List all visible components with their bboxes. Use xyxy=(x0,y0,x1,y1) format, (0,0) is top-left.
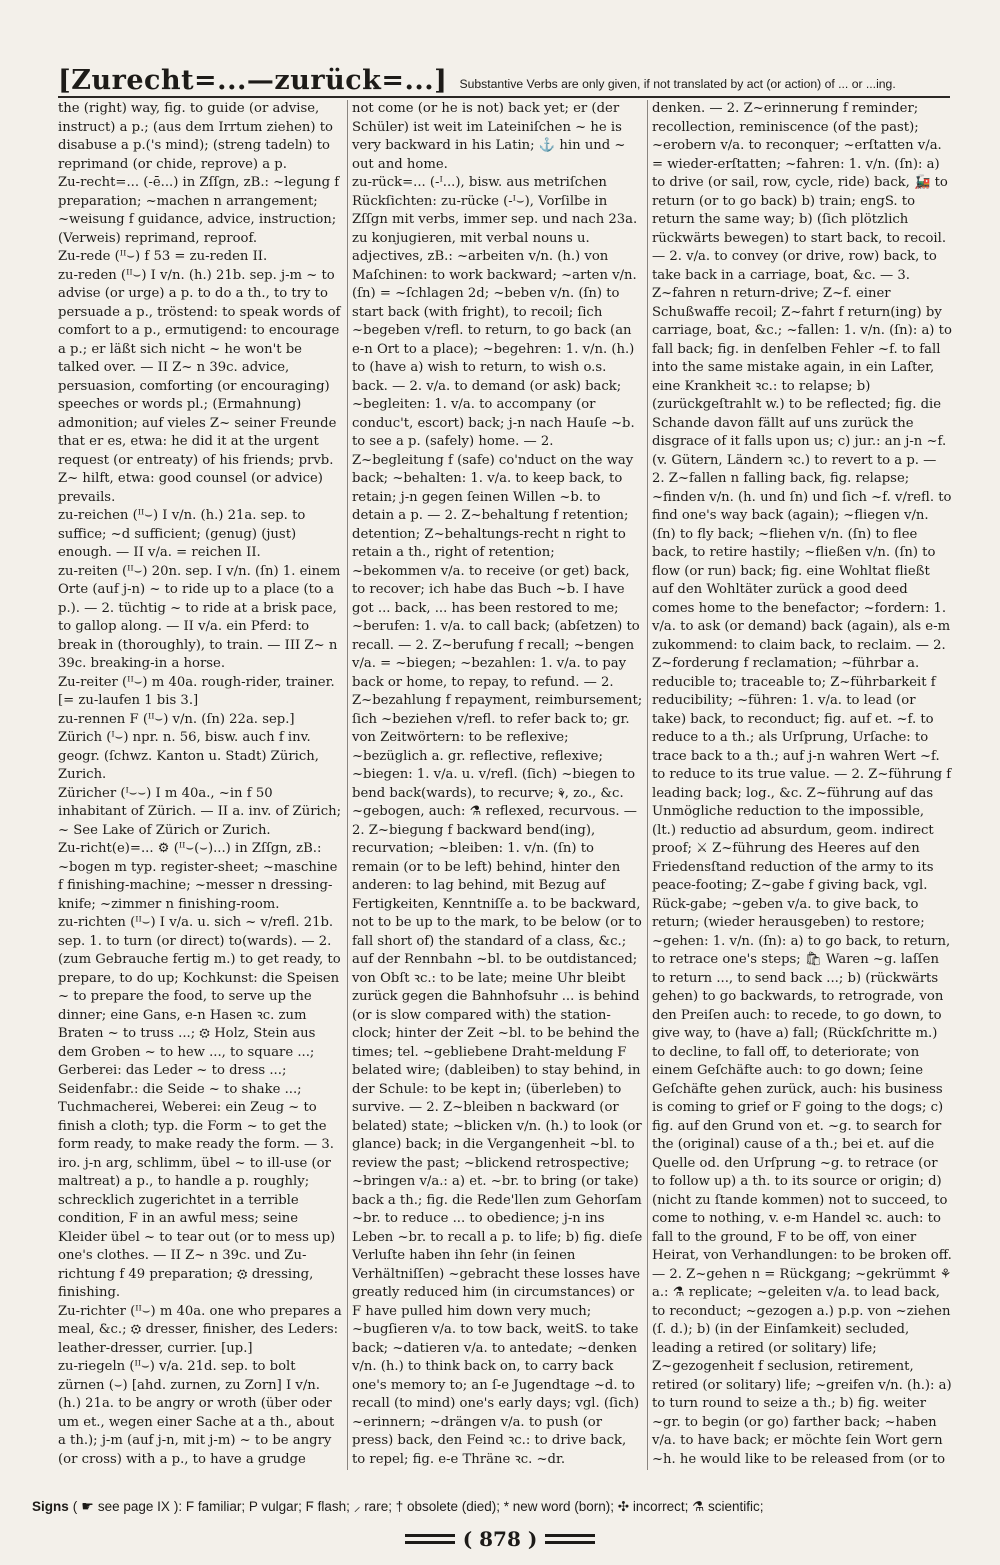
dictionary-entry: zu-riegeln (ᴵᴵ⌣) v/a. 21d. sep. to bolt xyxy=(58,1359,296,1374)
dictionary-entry: Zu-reiter (ᴵᴵ⌣) m 40a. rough-rider, trainer. [= zu-laufen 1 bis 3.] xyxy=(58,674,335,708)
dictionary-entry: zu-richten (ᴵᴵ⌣) I v/a. u. sich ~ v/refl. 21b. sep. 1. to turn (or direct) to(wards). — 2. (zum Gebrauche fertig m.) to get ready, to prepare, to do up; Kochkunst: die Speisen ~ to prepare the food, to serve up the dinner; eine Gans, e-n Hasen ꝛc. zum Braten ~ to truss ...; ⚙ Holz, Stein aus dem Groben ~ to hew ..., to square ...; Gerberei: das Leder ~ to dress ...; Seidenfabr.: die Seide ~ to shake ...; Tuchmacherei, Weberei: ein Zeug ~ to finish a cloth; typ. die Form ~ to get the form ready, to make ready the form. — 3. iro. j-n arg, schlimm, übel ~ to ill-use (or maltreat) a p., to handle a p. roughly; schrecklich zugerichtet in a terrible condition, F in an awful mess; seine Kleider übel ~ to tear out (or to mess up) one's clothes. — II Z~ n 39c. und Zu-richtung f 49 preparation; ⚙ dressing, finishing. xyxy=(58,915,341,1300)
dictionary-entry: Zu-rede (ᴵᴵ⌣) f 53 = zu-reden II. xyxy=(58,249,268,264)
dictionary-entry: zürnen (⌣) [ahd. zurnen, zu Zorn] I v/n. (h.) 21a. to be angry or wroth (über oder um et., wegen einer Sache at a th., about a th.); j-m (auf j-n, mit j-m) ~ to be angry (or cross) with a p., to have a grudge xyxy=(58,1377,335,1467)
dictionary-entry: Zu-recht=... (-ē...) in Zſſgn, zB.: ~legung f preparation; ~machen n arrangement; ~weisung f guidance, advice, instruction; (Verweis) reprimand, reproof. xyxy=(58,175,340,246)
signs-label: Signs xyxy=(32,1498,69,1514)
dictionary-entry: zu-rück=... (-ᴵ...), bisw. aus metriſchen Rückſichten: zu-rücke (-ᴵ⌣), Vorſilbe in Zſſgn mit verbs, immer sep. und nach 23a. zu konjugieren, mit verbal nouns u. adjectives, zB.: ~arbeiten v/n. (h.) von Maſchinen: to work backward; ~arten v/n. (ſn) = ~ſchlagen 2d; ~beben v/n. (ſn) to start back (with fright), to recoil; ſich ~begeben v/refl. to return, to go back (an e-n Ort to a place); ~begehren: 1. v/n. (h.) to (have a) wish to return, to wish o.s. back. — 2. v/a. to demand (or ask) back; ~begleiten: 1. v/a. to accompany (or conduc't, escort) back; j-n nach Hauſe ~b. to see a p. (safely) home. — 2. Z~begleitung f (safe) co'nduct on the way back; ~behalten: 1. v/a. to keep back, to retain; j-n gegen ſeinen Willen ~b. to detain a p. — 2. Z~behaltung f retention; detention; Z~behaltungs-recht n right to retain a th., right of retention; ~bekommen v/a. to receive (or get) back, to recover; ich habe das Buch ~b. I have got ... back, ... has been restored to me; ~berufen: 1. v/a. to call back; (abſetzen) to recall. — 2. Z~berufung f recall; ~bengen v/a. = ~biegen; ~bezahlen: 1. v/a. to pay back or home, to repay, to refund. — 2. Z~bezahlung f repayment, reimbursement; ſich ~beziehen v/refl. to refer back to; gr. von Zeitwörtern: to be reflexive; ~bezüglich a. gr. reflective, reflexive; ~biegen: 1. v/a. u. v/refl. (ſich) ~biegen to bend back(wards), to recurve; ⚘, zo., &c. ~gebogen, auch: ⚗ reflexed, recurvous. — 2. Z~biegung f backward bend(ing), recurvation; ~bleiben: 1. v/n. (ſn) to remain (or to be left) behind, hinter den anderen: to lag behind, mit Bezug auf Fertigkeiten, Kenntniſſe a. to be backward, not to be up to the mark, to be below (or to fall short of) the standard of a class, &c.; auf der Rennbahn ~bl. to be outdistanced; von Obſt ꝛc.: to be late; meine Uhr bleibt zurück gegen die Bahnhofsuhr ... is behind (or is slow compared with) the station-clock; hinter der Zeit ~bl. to be behind the times; tel. ~gebliebene Draht-meldung F belated wire; (dableiben) to stay behind, in der Schule: to be kept in; (überleben) to survive. — 2. Z~bleiben n backward (or belated) state; ~blicken v/n. (h.) to look (or glance) back; in die Vergangenheit ~bl. to review the past; ~blickend retrospective; ~bringen v/a.: a) et. ~br. to bring (or take) back a th.; fig. die Rede'llen zum Gehorſam ~br. to reduce ... to obedience; j-n ins Leben ~br. to recall a p. to life; b) fig. dieſe Verluſte haben ihn ſehr (in ſeinen Verhältniſſen) ~gebracht these losses have greatly reduced him (in circumstances) or F have pulled him down very much; ~bugſieren v/a. to tow back, weitS. to take back; ~datieren v/a. to antedate; ~denken v/n. (h.) to think back on, to carry back one's memory to; an ſ-e Jugendtage ~d. to recall (to mind) one's early days; vgl. (ſich) ~erinnern; ~drängen v/a. to push (or press) back, den Feind ꝛc.: to drive back, to repel; fig. e-e Thräne ꝛc. ~dr. xyxy=(352,175,643,1467)
dictionary-entry: zu-reiten (ᴵᴵ⌣) 20n. sep. I v/n. (ſn) 1. einem Orte (auf j-n) ~ to ride up to a place (to a p.). — 2. tüchtig ~ to ride at a brisk pace, to gallop along. — II v/a. ein Pferd: to break in (thoroughly), to train. — III Z~ n 39c. breaking-in a horse. xyxy=(58,563,341,671)
dictionary-entry: zu-reichen (ᴵᴵ⌣) I v/n. (h.) 21a. sep. to suffice; ~d sufficient; (genug) (just) enough. — II v/a. = reichen II. xyxy=(58,508,306,560)
dictionary-entry: Zu-richt(e)=... ⚙ (ᴵᴵ⌣(⌣)...) in Zſſgn, zB.: ~bogen m typ. register-sheet; ~maschine f finishing-machine; ~messer n dressing-knife; ~zimmer n finishing-room. xyxy=(58,841,338,912)
page-number: ( 878 ) xyxy=(462,1527,538,1551)
footer-rule-left xyxy=(405,1534,455,1544)
footer-rule-right xyxy=(545,1534,595,1544)
header-note: Substantive Verbs are only given, if not translated by act (or action) of ... or ...ing. xyxy=(459,76,896,91)
dictionary-entry: not come (or he is not) back yet; er (der Schüler) ist weit im Lateiniſchen ~ he is very backward in his Latin; ⚓ hin und ~ out and home. xyxy=(352,101,626,172)
column-middle xyxy=(348,100,648,1470)
page-header xyxy=(58,54,950,98)
dictionary-entry: Zürich (ᴵ⌣) npr. n. 56, bisw. auch f inv. geogr. (ſchwz. Kanton u. Stadt) Zürich, Zurich. xyxy=(58,730,319,782)
signs-see: see page IX xyxy=(97,1498,170,1514)
dictionary-entry: zu-reden (ᴵᴵ⌣) I v/n. (h.) 21b. sep. j-m ~ to advise (or urge) a p. to do a th., to try to persuade a p., tröstend: to speak words of comfort to a p., ermutigend: to encourage a p.; er läßt sich nicht ~ he won't be talked over. — II Z~ n 39c. advice, persuasion, comforting (or encouraging) speeches or words pl.; (Ermahnung) admonition; auf vieles Z~ seiner Freunde that er es, etwa: he did it at the urgent request (or entreaty) of his friends; prvb. Z~ hilft, etwa: good counsel (or advice) prevails. xyxy=(58,267,341,505)
signs-legend xyxy=(32,1494,952,1518)
column-right xyxy=(648,100,952,1470)
dictionary-entry: Zu-richter (ᴵᴵ⌣) m 40a. one who prepares a meal, &c.; ⚙ dresser, finisher, des Leders: leather-dresser, currier. [up.] xyxy=(58,1303,342,1356)
dictionary-entry: Züricher (ᴵ⌣⌣) I m 40a., ~in f 50 inhabitant of Zürich. — II a. inv. of Zürich; ~ See Lake of Zürich or Zurich. xyxy=(58,785,342,838)
text-columns xyxy=(58,100,952,1470)
dictionary-entry: denken. — 2. Z~erinnerung f reminder; recollection, reminiscence (of the past); ~erobern v/a. to reconquer; ~erſtatten v/a. = wieder-erſtatten; ~fahren: 1. v/n. (ſn): a) to drive (or sail, row, cycle, ride) back, 🚂 to return (or to go back) b) train; engS. to return the same way; b) (ſich plötzlich rückwärts bewegen) to start back, to recoil. — 2. v/a. to convey (or drive, row) back, to take back in a carriage, boat, &c. — 3. Z~fahren n return-drive; Z~f. einer Schußwaffe recoil; Z~fahrt f return(ing) by carriage, boat, &c.; ~fallen: 1. v/n. (ſn): a) to fall back; fig. in denſelben Fehler ~f. to fall into the same mistake again, in ein Laſter, eine Krankheit ꝛc.: to relapse; b) (zurückgeſtrahlt w.) to be reflected; fig. die Schande davon fällt auf uns zurück the disgrace of it falls upon us; c) jur.: an j-n ~f. (v. Gütern, Ländern ꝛc.) to revert to a p. — 2. Z~fallen n falling back, fig. relapse; ~finden v/n. (h. und ſn) und ſich ~f. v/refl. to find one's way back (again); ~fliegen v/n. (ſn) to fly back; ~fliehen v/n. (ſn) to flee back, to retire hastily; ~fließen v/n. (ſn) to flow (or run) back; fig. eine Wohltat fließt auf den Wohltäter zurück a good deed comes home to the benefactor; ~fordern: 1. v/a. to ask (or demand) back (again), als e-m zukommend: to claim back, to reclaim. — 2. Z~forderung f reclamation; ~führbar a. reducible to; traceable to; Z~führbarkeit f reducibility; ~führen: 1. v/a. to lead (or take) back, to reconduct; fig. auf et. ~f. to reduce to a th.; als Urſprung, Urſache: to trace back to a th.; auf j-n wahren Wert ~f. to reduce to its true value. — 2. Z~führung f leading back; log., &c. Z~führung auf das Unmögliche reduction to the impossible, (lt.) reductio ad absurdum, geom. indirect proof; ⚔ Z~führung des Heeres auf den Friedensſtand reduction of the army to its peace-footing; Z~gabe f giving back, vgl. Rück-gabe; ~geben v/a. to give back, to return; (wieder herausgeben) to restore; ~gehen: 1. v/n. (ſn): a) to go back, to return, to retrace one's steps; 🛍 Waren ~g. laſſen to return ..., to send back ...; b) (rückwärts gehen) to go backwards, to retrograde, von den Preiſen auch: to recede, to go down, to give way, to (have a) fall; (Rückſchritte m.) to decline, to fall off, to deteriorate; von einem Geſchäfte auch: to go down; ſeine Geſchäfte gehen zurück, auch: his business is coming to grief or F going to the dogs; c) fig. auf den Grund von et. ~g. to search for the (original) cause of a th.; bei et. auf die Quelle od. den Urſprung ~g. to retrace (or to follow up) a th. to its source or origin; d) (nicht zu ſtande kommen) not to succeed, to come to nothing, v. e-m Handel ꝛc. auch: to fall to the ground, F to be off, von einer Heirat, von Verhandlungen: to be broken off. — 2. Z~gehen n = Rückgang; ~gekrümmt ⚘ a.: ⚗ replicate; ~geleiten v/a. to lead back, to reconduct; ~gezogen a.) p.p. von ~ziehen (ſ. d.); b) (in der Einſamkeit) secluded, leading a retired (or solitary) life; Z~gezogenheit f seclusion, retirement, retired (or solitary) life; ~greifen v/n. (h.): a) to turn round to seize a th.; b) fig. weiter ~gr. to begin (or go) farther back; ~haben v/a. to have back; er möchte ſein Wort gern ~h. he would like to be released from (or to xyxy=(652,101,952,1467)
dictionary-entry: the (right) way, fig. to guide (or advise, instruct) a p.; (aus dem Irrtum ziehen) to disabuse a p.('s mind); (streng tadeln) to reprimand (or chide, reprove) a p. xyxy=(58,101,333,172)
open-paren: ( xyxy=(72,1498,78,1514)
dictionary-entry: zu-rennen F (ᴵᴵ⌣) v/n. (ſn) 22a. sep.] xyxy=(58,711,295,727)
header-word-range: [Zurecht=...—zurück=...] xyxy=(58,65,448,96)
column-left xyxy=(58,100,348,1470)
pointing-hand-icon: ☛ xyxy=(81,1497,94,1514)
signs-text: ): F familiar; P vulgar; Ϝ flash; ⸝ rare; † obsolete (died); * new word (born); ✣ incorrect; ⚗ scientific; xyxy=(173,1499,764,1514)
page-footer xyxy=(0,1524,1000,1554)
